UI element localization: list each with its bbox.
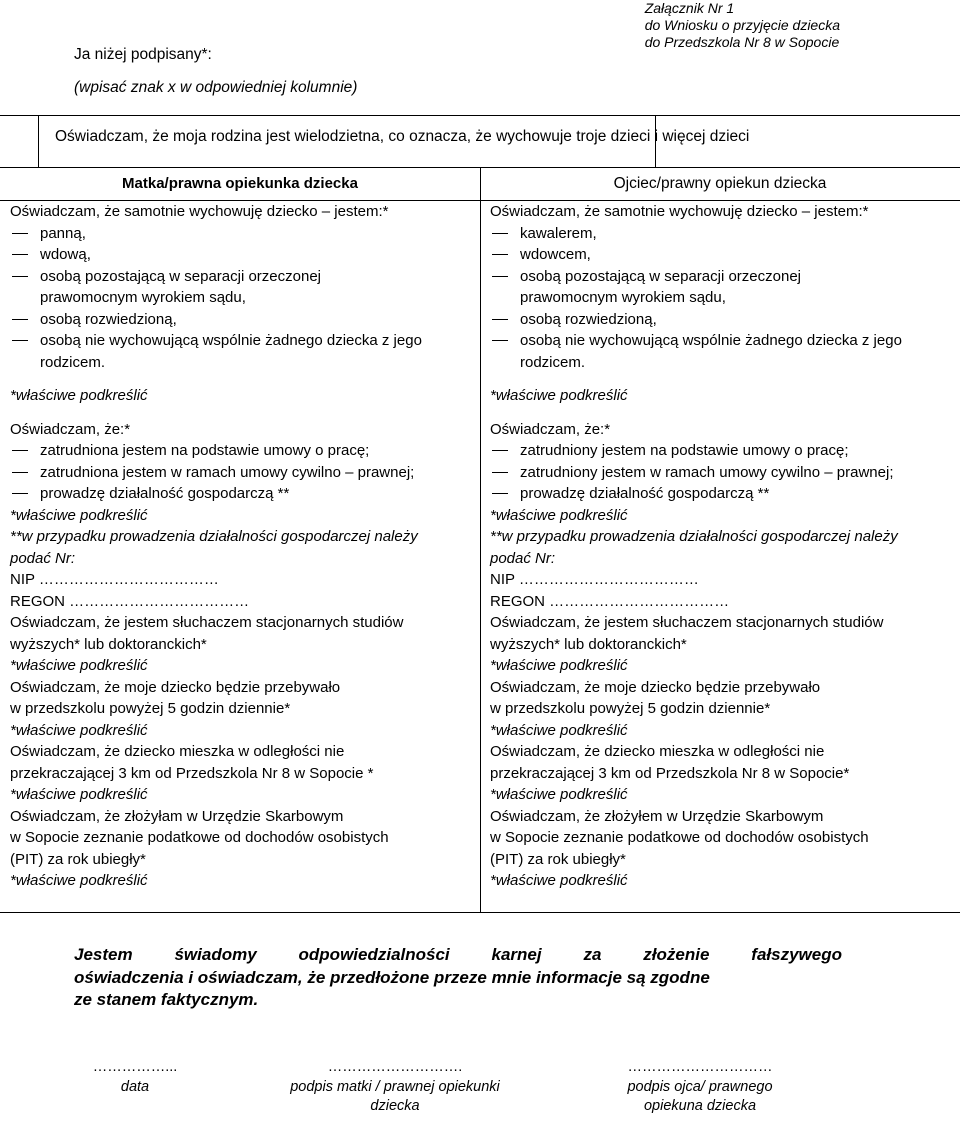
father-distance-declaration[interactable]: Oświadczam, że dziecko mieszka w odległości nie bbox=[490, 743, 825, 760]
mother-work-intro: Oświadczam, że:* bbox=[10, 420, 131, 438]
mother-work-umowa-cywilno-prawna[interactable]: zatrudniona jestem w ramach umowy cywilno – prawnej; bbox=[10, 462, 480, 484]
father-option-separacja[interactable]: osobą pozostającą w separacji orzeczonej bbox=[490, 266, 960, 288]
father-work-dzialalnosc[interactable]: prowadzę działalność gospodarczą ** bbox=[490, 483, 960, 505]
mother-underline-note-2: *właściwe podkreślić bbox=[10, 506, 148, 524]
declaration-table bbox=[0, 115, 960, 913]
father-business-note: **w przypadku prowadzenia działalności gospodarczej należy bbox=[490, 528, 898, 545]
mother-signature-label: podpis matki / prawnej opiekunki bbox=[290, 1078, 500, 1095]
mother-nip-field[interactable]: NIP ……………………………… bbox=[10, 571, 219, 588]
mother-student-declaration[interactable]: Oświadczam, że jestem słuchaczem stacjonarnych studiów bbox=[10, 614, 404, 631]
father-signature-block[interactable] bbox=[575, 1058, 825, 1117]
mother-work-umowa-o-prace[interactable]: zatrudniona jestem na podstawie umowy o pracę; bbox=[10, 440, 480, 462]
liability-statement-line-2: oświadczenia i oświadczam, że przedłożone przeze mnie informacje są zgodne bbox=[74, 967, 710, 987]
large-family-checkbox-cell[interactable] bbox=[0, 116, 39, 167]
father-option-nie-wychowujacy-cont: rodzicem. bbox=[520, 353, 586, 371]
father-option-kawaler[interactable]: kawalerem, bbox=[490, 223, 960, 245]
mother-signature-label-cont: dziecka bbox=[370, 1098, 420, 1114]
large-family-row bbox=[0, 116, 960, 168]
mother-option-separacja[interactable]: osobą pozostającą w separacji orzeczonej bbox=[10, 266, 480, 288]
father-option-wdowiec[interactable]: wdowcem, bbox=[490, 244, 960, 266]
mother-option-rozwiedziona[interactable]: osobą rozwiedzioną, bbox=[10, 309, 480, 331]
father-column[interactable] bbox=[480, 168, 960, 912]
father-work-umowa-o-prace[interactable]: zatrudniony jestem na podstawie umowy o pracę; bbox=[490, 440, 960, 462]
mother-underline-note-3: *właściwe podkreślić bbox=[10, 657, 148, 674]
father-option-separacja-cont: prawomocnym wyrokiem sądu, bbox=[520, 289, 726, 306]
mother-signature-dots: ………………………. bbox=[327, 1059, 463, 1075]
father-distance-declaration-cont: przekraczającej 3 km od Przedszkola Nr 8 w Sopocie* bbox=[490, 764, 850, 782]
father-underline-note-6: *właściwe podkreślić bbox=[490, 872, 628, 889]
parents-columns bbox=[0, 168, 960, 913]
mother-underline-note-5: *właściwe podkreślić bbox=[10, 786, 148, 803]
father-single-intro: Oświadczam, że samotnie wychowuję dziecko – jestem:* bbox=[490, 203, 869, 220]
mother-option-nie-wychowujaca[interactable]: osobą nie wychowującą wspólnie żadnego dziecka z jego bbox=[10, 330, 480, 352]
mother-tax-declaration-cont-2: (PIT) za rok ubiegły* bbox=[10, 850, 146, 868]
signer-intro: Ja niżej podpisany*: bbox=[74, 46, 212, 63]
mother-option-separacja-cont: prawomocnym wyrokiem sądu, bbox=[40, 289, 246, 306]
father-tax-declaration[interactable]: Oświadczam, że złożyłem w Urzędzie Skarbowym bbox=[490, 807, 824, 825]
father-student-declaration-cont: wyższych* lub doktoranckich* bbox=[490, 635, 687, 653]
father-nip-field[interactable]: NIP ……………………………… bbox=[490, 571, 699, 588]
father-business-note-cont: podać Nr: bbox=[490, 549, 556, 567]
mother-option-wdowa[interactable]: wdową, bbox=[10, 244, 480, 266]
liability-statement-line-3: ze stanem faktycznym. bbox=[74, 990, 259, 1009]
mother-stay-declaration[interactable]: Oświadczam, że moje dziecko będzie przebywało bbox=[10, 678, 341, 696]
father-stay-declaration-cont: w przedszkolu powyżej 5 godzin dziennie* bbox=[490, 700, 771, 717]
mother-underline-note-4: *właściwe podkreślić bbox=[10, 721, 148, 739]
father-signature-label: podpis ojca/ prawnego bbox=[627, 1078, 773, 1095]
father-signature-dots: ………………………… bbox=[627, 1059, 773, 1075]
father-work-intro: Oświadczam, że:* bbox=[490, 420, 611, 438]
attachment-header bbox=[645, 0, 840, 51]
father-regon-field[interactable]: REGON ……………………………… bbox=[490, 592, 730, 610]
date-signature-block[interactable] bbox=[70, 1058, 200, 1097]
mother-business-note: **w przypadku prowadzenia działalności gospodarczej należy bbox=[10, 528, 418, 545]
mother-column[interactable] bbox=[0, 168, 481, 912]
father-stay-declaration[interactable]: Oświadczam, że moje dziecko będzie przebywało bbox=[490, 678, 821, 696]
father-heading: Ojciec/prawny opiekun dziecka bbox=[480, 168, 960, 201]
mother-stay-declaration-cont: w przedszkolu powyżej 5 godzin dziennie* bbox=[10, 700, 291, 717]
mother-tax-declaration-cont: w Sopocie zeznanie podatkowe od dochodów osobistych bbox=[10, 829, 389, 846]
father-work-umowa-cywilno-prawna[interactable]: zatrudniony jestem w ramach umowy cywilno – prawnej; bbox=[490, 462, 960, 484]
mother-underline-note-6: *właściwe podkreślić bbox=[10, 872, 148, 889]
father-body bbox=[480, 201, 960, 892]
father-tax-declaration-cont-2: (PIT) za rok ubiegły* bbox=[490, 850, 626, 868]
mother-student-declaration-cont: wyższych* lub doktoranckich* bbox=[10, 635, 207, 653]
father-underline-note-4: *właściwe podkreślić bbox=[490, 721, 628, 739]
attachment-line-2: do Wniosku o przyjęcie dziecka bbox=[644, 17, 840, 33]
father-tax-declaration-cont: w Sopocie zeznanie podatkowe od dochodów osobistych bbox=[490, 829, 869, 846]
mother-single-intro: Oświadczam, że samotnie wychowuję dziecko – jestem:* bbox=[10, 203, 389, 220]
mother-body bbox=[0, 201, 480, 892]
father-signature-label-cont: opiekuna dziecka bbox=[643, 1098, 757, 1114]
father-underline-note-5: *właściwe podkreślić bbox=[490, 786, 628, 803]
mother-underline-note-1: *właściwe podkreślić bbox=[10, 387, 148, 404]
mother-tax-declaration[interactable]: Oświadczam, że złożyłam w Urzędzie Skarbowym bbox=[10, 807, 344, 825]
father-student-declaration[interactable]: Oświadczam, że jestem słuchaczem stacjonarnych studiów bbox=[490, 614, 884, 631]
mother-option-panna[interactable]: panną, bbox=[10, 223, 480, 245]
date-label: data bbox=[120, 1078, 150, 1095]
attachment-line-3: do Przedszkola Nr 8 w Sopocie bbox=[644, 34, 840, 50]
mother-distance-declaration-cont: przekraczającej 3 km od Przedszkola Nr 8 w Sopocie * bbox=[10, 764, 374, 782]
liability-statement bbox=[74, 944, 842, 1012]
attachment-title: Załącznik Nr 1 bbox=[644, 0, 735, 16]
father-underline-note-1: *właściwe podkreślić bbox=[490, 387, 628, 404]
father-option-nie-wychowujacy[interactable]: osobą nie wychowującą wspólnie żadnego dziecka z jego bbox=[490, 330, 960, 352]
father-option-rozwiedziony[interactable]: osobą rozwiedzioną, bbox=[490, 309, 960, 331]
liability-statement-line-1: Jestem świadomy odpowiedzialności karnej za złożenie fałszywego bbox=[74, 945, 842, 964]
instruction-text: (wpisać znak x w odpowiedniej kolumnie) bbox=[74, 79, 358, 96]
mother-regon-field[interactable]: REGON ……………………………… bbox=[10, 592, 250, 610]
date-dots: ……………... bbox=[92, 1059, 178, 1075]
mother-work-dzialalnosc[interactable]: prowadzę działalność gospodarczą ** bbox=[10, 483, 480, 505]
large-family-declaration: Oświadczam, że moja rodzina jest wielodzietna, co oznacza, że wychowuje troje dzieci i więcej dzieci bbox=[55, 128, 750, 145]
mother-business-note-cont: podać Nr: bbox=[10, 549, 76, 567]
mother-distance-declaration[interactable]: Oświadczam, że dziecko mieszka w odległości nie bbox=[10, 743, 345, 760]
mother-heading: Matka/prawna opiekunka dziecka bbox=[0, 168, 480, 201]
father-underline-note-2: *właściwe podkreślić bbox=[490, 506, 628, 524]
father-underline-note-3: *właściwe podkreślić bbox=[490, 657, 628, 674]
mother-signature-block[interactable] bbox=[255, 1058, 535, 1117]
mother-option-nie-wychowujaca-cont: rodzicem. bbox=[40, 353, 106, 371]
column-divider bbox=[655, 116, 656, 167]
